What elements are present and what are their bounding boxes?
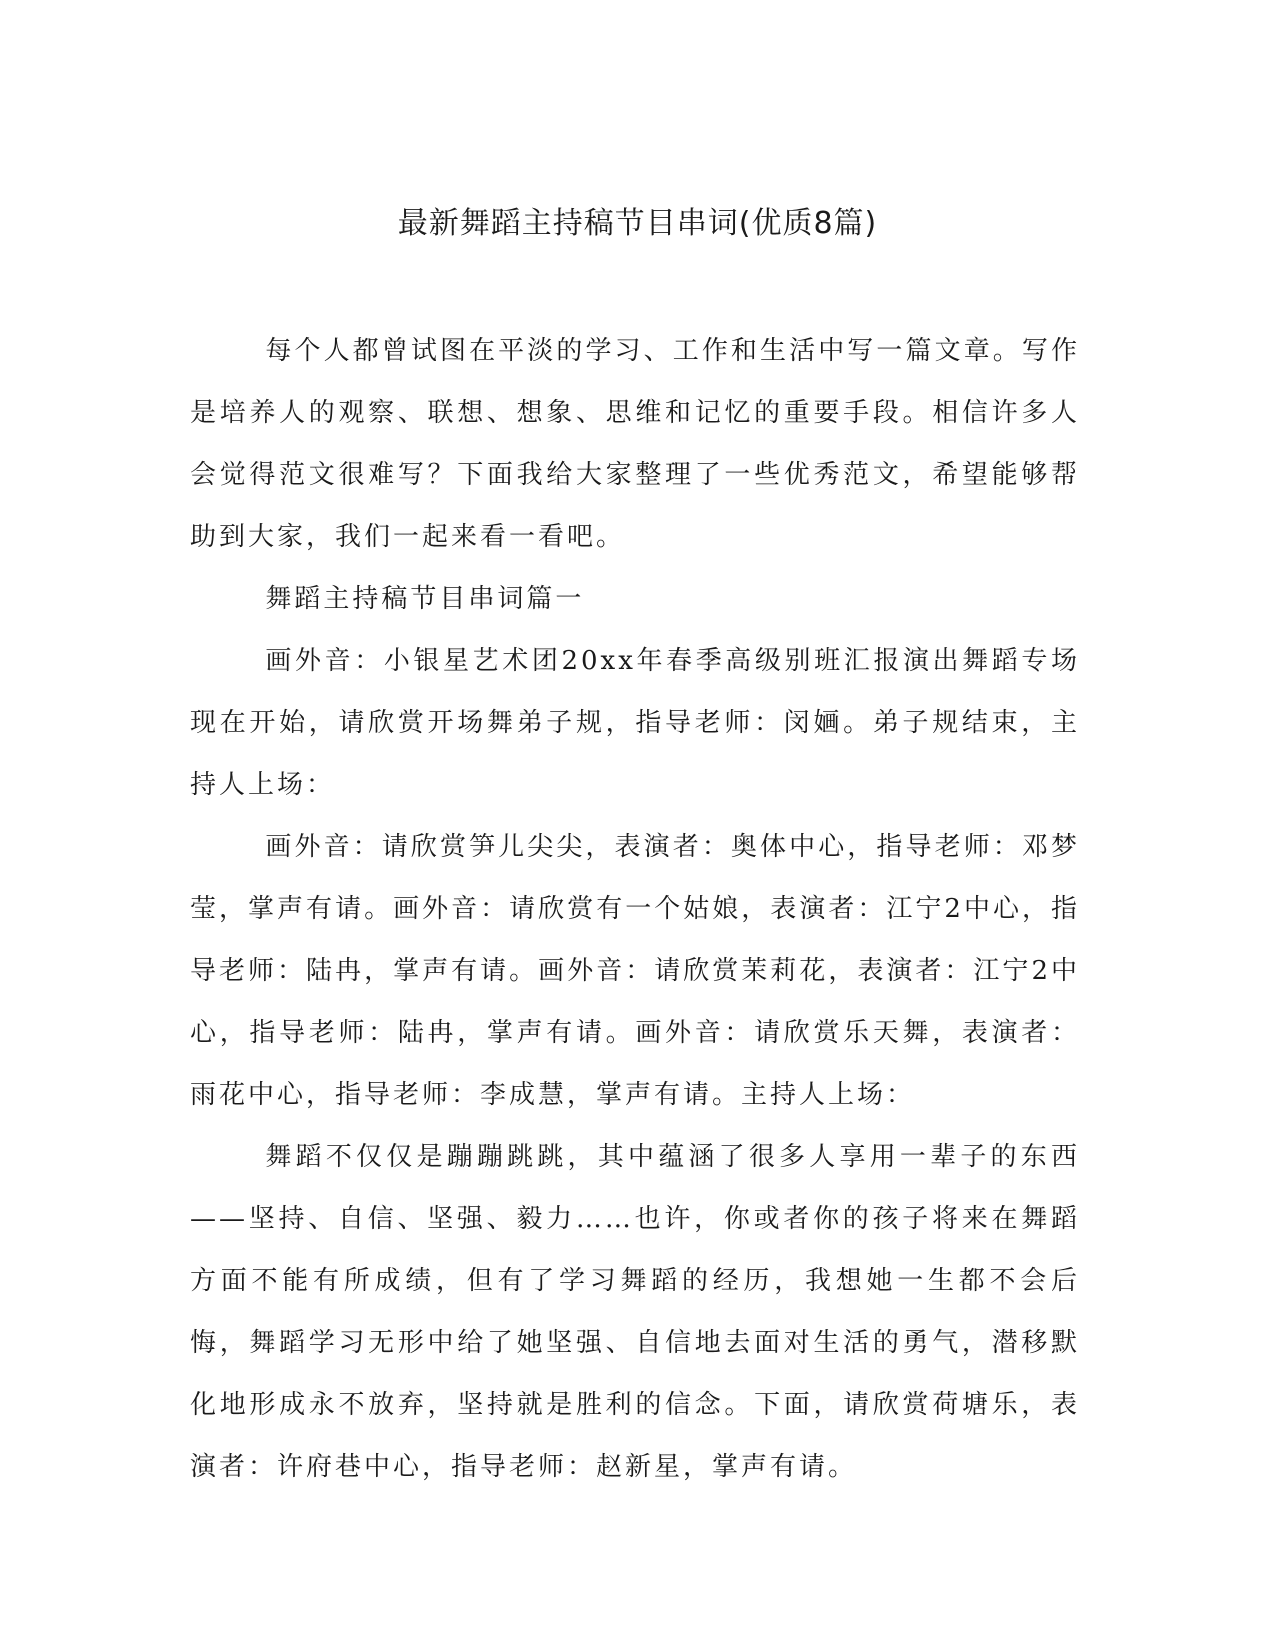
paragraph-opening: 画外音：小银星艺术团20xx年春季高级别班汇报演出舞蹈专场现在开始，请欣赏开场舞弟子规，指导老师：闵婳。弟子规结束，主持人上场： [190, 646, 1080, 800]
paragraph-intro: 每个人都曾试图在平淡的学习、工作和生活中写一篇文章。写作是培养人的观察、联想、想象、思维和记忆的重要手段。相信许多人会觉得范文很难写？下面我给大家整理了一些优秀范文，希望能够帮助到大家，我们一起来看一看吧。 [190, 336, 1080, 552]
document-body [190, 320, 1080, 1498]
section-heading: 舞蹈主持稿节目串词篇一 [265, 584, 585, 614]
paragraph-host-speech: 舞蹈不仅仅是蹦蹦跳跳，其中蕴涵了很多人享用一辈子的东西——坚持、自信、坚强、毅力……也许，你或者你的孩子将来在舞蹈方面不能有所成绩，但有了学习舞蹈的经历，我想她一生都不会后悔，舞蹈学习无形中给了她坚强、自信地去面对生活的勇气，潜移默化地形成永不放弃，坚持就是胜利的信念。下面，请欣赏荷塘乐，表演者：许府巷中心，指导老师：赵新星，掌声有请。 [190, 1142, 1080, 1482]
document-title: 最新舞蹈主持稿节目串词(优质8篇) [397, 206, 878, 241]
paragraph-program-list: 画外音：请欣赏笋儿尖尖，表演者：奥体中心，指导老师：邓梦莹，掌声有请。画外音：请欣赏有一个姑娘，表演者：江宁2中心，指导老师：陆冉，掌声有请。画外音：请欣赏茉莉花，表演者：江宁2中心，指导老师：陆冉，掌声有请。画外音：请欣赏乐天舞，表演者：雨花中心，指导老师：李成慧，掌声有请。主持人上场： [190, 832, 1080, 1110]
